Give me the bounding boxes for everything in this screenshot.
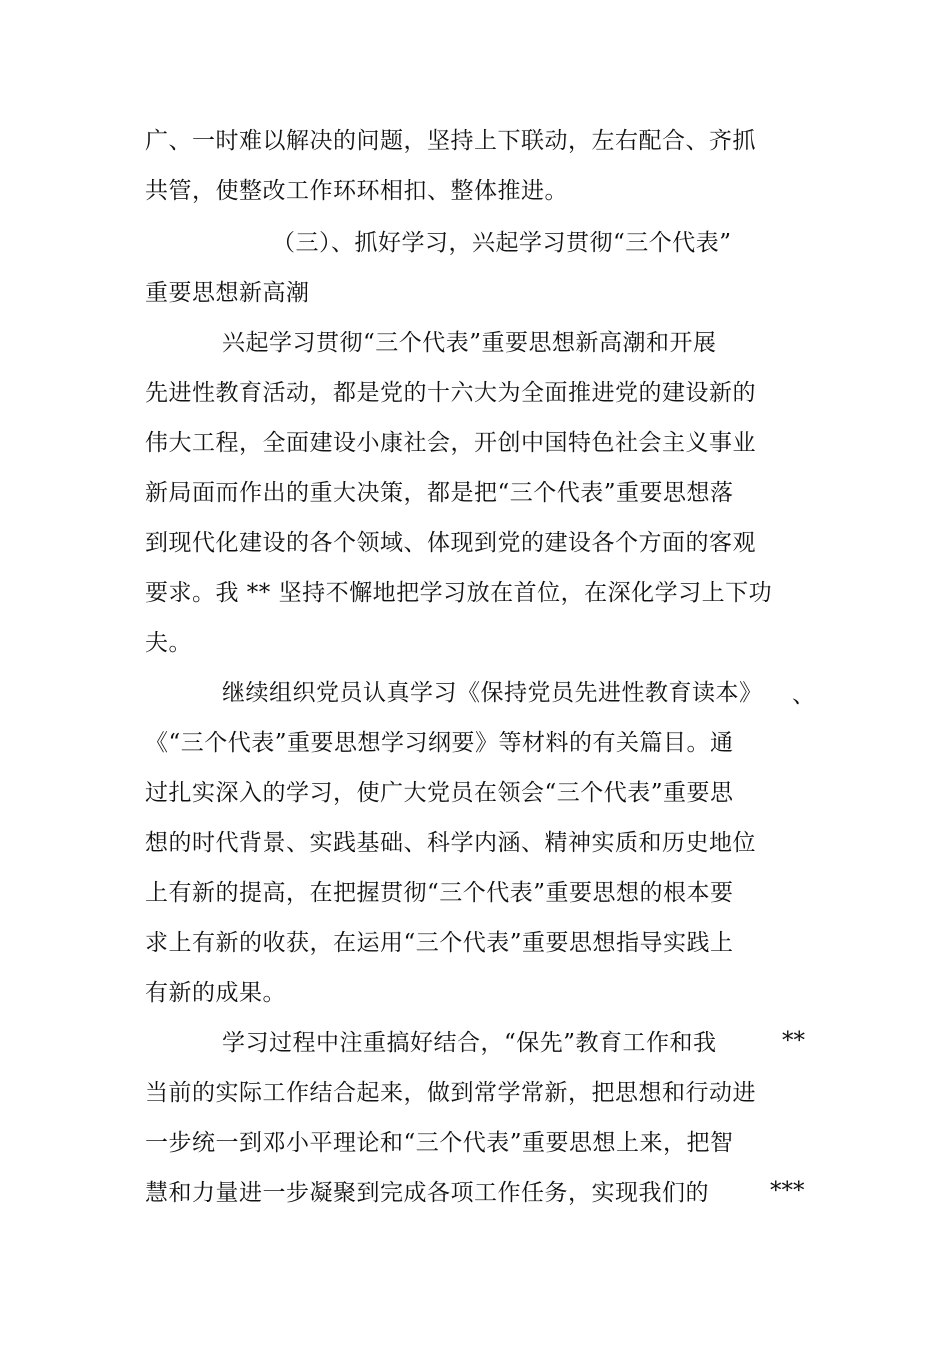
text-line: 到现代化建设的各个领域、体现到党的建设各个方面的客观	[145, 530, 756, 556]
text-line: 过扎实深入的学习，使广大党员在领会“三个代表”重要思	[145, 780, 734, 806]
text-line: 要求。我 ** 坚持不懈地把学习放在首位，在深化学习上下功	[145, 580, 773, 606]
text-line: 慧和力量进一步凝聚到完成各项工作任务，实现我们的	[145, 1180, 709, 1206]
text-line: 广、一时难以解决的问题，坚持上下联动，左右配合、齐抓	[145, 128, 756, 154]
side-mark: 、	[792, 682, 815, 708]
text-line: 伟大工程，全面建设小康社会，开创中国特色社会主义事业	[145, 430, 756, 456]
paragraph-first-line: 兴起学习贯彻“三个代表”重要思想新高潮和开展	[222, 330, 717, 356]
text-line: 有新的成果。	[145, 980, 286, 1006]
text-line: 当前的实际工作结合起来，做到常学常新，把思想和行动进	[145, 1080, 756, 1106]
section-heading-line: （三）、抓好学习，兴起学习贯彻“三个代表”	[272, 230, 732, 256]
text-line: 《“三个代表”重要思想学习纲要》等材料的有关篇目。通	[145, 730, 734, 756]
paragraph-first-line: 学习过程中注重搞好结合，“保先”教育工作和我	[222, 1030, 717, 1056]
text-line: 新局面而作出的重大决策，都是把“三个代表”重要思想落	[145, 480, 734, 506]
text-line: 想的时代背景、实践基础、科学内涵、精神实质和历史地位	[145, 830, 756, 856]
text-line: 夫。	[145, 630, 192, 656]
text-line: 上有新的提高，在把握贯彻“三个代表”重要思想的根本要	[145, 880, 734, 906]
side-mark: **	[782, 1028, 805, 1054]
paragraph-first-line: 继续组织党员认真学习《保持党员先进性教育读本》	[222, 680, 763, 706]
text-line: 一步统一到邓小平理论和“三个代表”重要思想上来，把智	[145, 1130, 734, 1156]
section-heading-line: 重要思想新高潮	[145, 280, 310, 306]
text-line: 求上有新的收获，在运用“三个代表”重要思想指导实践上	[145, 930, 734, 956]
text-line: 共管，使整改工作环环相扣、整体推进。	[145, 178, 568, 204]
side-mark: ***	[770, 1178, 805, 1204]
text-line: 先进性教育活动，都是党的十六大为全面推进党的建设新的	[145, 380, 756, 406]
